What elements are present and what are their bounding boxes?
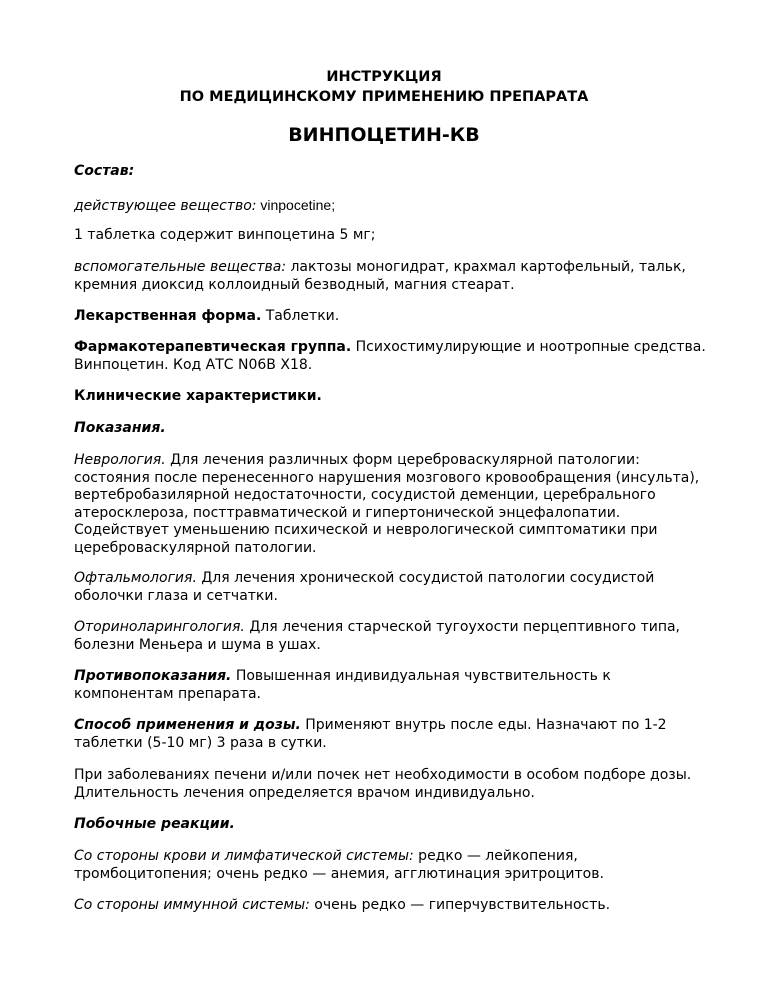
- blood-label: Со стороны крови и лимфатической системы:: [74, 848, 414, 864]
- pharm-group: [74, 339, 714, 374]
- excipients-label: вспомогательные вещества:: [74, 259, 287, 275]
- drug-name: ВИНПОЦЕТИН-КВ: [288, 124, 480, 146]
- pharm-group-label: Фармакотерапевтическая группа.: [74, 339, 352, 355]
- active-substance-label: действующее вещество:: [74, 198, 257, 214]
- clinical-heading: Клинические характеристики.: [74, 388, 322, 404]
- administration-text: Применяют внутрь после еды. Назначают по 1-2 таблетки (5-10 мг) 3 раза в сутки.: [74, 717, 667, 751]
- indication-ophthalmology: [74, 570, 714, 605]
- active-substance-value: vinpocetine;: [256, 197, 336, 213]
- administration-note: При заболеваниях печени и/или почек нет необходимости в особом подборе дозы. Длительность лечения определяется врачом индивидуально.: [74, 767, 692, 801]
- dosage-form: [74, 308, 714, 326]
- ent-label: Оториноларингология.: [74, 619, 245, 635]
- dosage-form-label: Лекарственная форма.: [74, 308, 262, 324]
- blood-text: редко — лейкопения, тромбоцитопения; очень редко — анемия, агглютинация эритроцитов.: [74, 848, 604, 882]
- excipients-value: лактозы моногидрат, крахмал картофельный, тальк, кремния диоксид коллоидный безводный, магния стеарат.: [74, 259, 686, 293]
- ophthalmology-label: Офтальмология.: [74, 570, 197, 586]
- ophthalmology-text: Для лечения хронической сосудистой патологии сосудистой оболочки глаза и сетчатки.: [74, 570, 655, 604]
- immune-label: Со стороны иммунной системы:: [74, 897, 310, 913]
- excipients: [74, 259, 714, 294]
- neurology-text: Для лечения различных форм цереброваскулярной патологии: состояния после перенесенного нарушения мозгового кровообращения (инсульта), вертебробазилярной недостаточности, сосудистой деменции, церебрального атеросклероза, посттравматической и гипертонической энцефалопатии. Содействует уменьшению психической и неврологической симптоматики при цереброваскулярной патологии.: [74, 452, 700, 556]
- neurology-label: Неврология.: [74, 452, 166, 468]
- contraindications: [74, 668, 714, 703]
- contraindications-label: Противопоказания.: [74, 668, 232, 684]
- indications-heading: Показания.: [74, 420, 166, 436]
- ent-text: Для лечения старческой тугоухости перцептивного типа, болезни Меньера и шума в ушах.: [74, 619, 681, 653]
- document-title: [0, 67, 768, 107]
- side-effects-blood: [74, 848, 714, 883]
- side-effects-heading: Побочные реакции.: [74, 816, 235, 832]
- administration-label: Способ применения и дозы.: [74, 717, 301, 733]
- tablet-content: 1 таблетка содержит винпоцетина 5 мг;: [74, 227, 376, 243]
- indication-ent: [74, 619, 714, 654]
- pharm-group-value: Психостимулирующие и ноотропные средства. Винпоцетин. Код АТС N06B X18.: [74, 339, 706, 373]
- contraindications-text: Повышенная индивидуальная чувствительность к компонентам препарата.: [74, 668, 611, 702]
- immune-text: очень редко — гиперчувствительность.: [309, 897, 611, 913]
- title-line-2: ПО МЕДИЦИНСКОМУ ПРИМЕНЕНИЮ ПРЕПАРАТА: [179, 89, 589, 105]
- composition-heading: Состав:: [74, 163, 135, 179]
- active-substance: [74, 197, 714, 216]
- indication-neurology: [74, 452, 714, 558]
- title-line-1: ИНСТРУКЦИЯ: [326, 69, 442, 85]
- side-effects-immune: [74, 897, 714, 915]
- administration: [74, 717, 714, 752]
- dosage-form-value: Таблетки.: [261, 308, 340, 324]
